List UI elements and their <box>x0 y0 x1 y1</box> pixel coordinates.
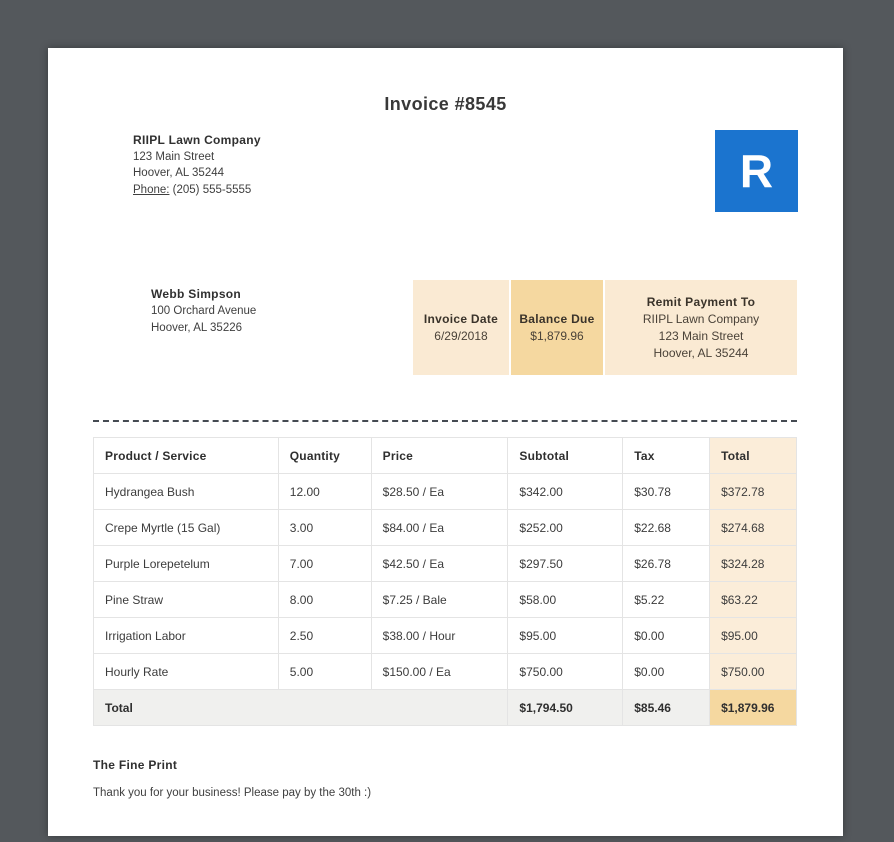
cell-quantity: 5.00 <box>278 654 371 690</box>
remit-name: RIIPL Lawn Company <box>642 311 760 326</box>
remit-label: Remit Payment To <box>646 294 756 309</box>
phone-label: Phone: <box>133 183 170 196</box>
total-tax-value: $85.46 <box>623 690 710 726</box>
cell-quantity: 7.00 <box>278 546 371 582</box>
invoice-summary <box>413 280 797 375</box>
company-info <box>133 132 261 198</box>
cell-tax: $0.00 <box>623 618 710 654</box>
company-logo <box>715 130 798 212</box>
cell-quantity: 8.00 <box>278 582 371 618</box>
cell-quantity: 3.00 <box>278 510 371 546</box>
cell-total: $750.00 <box>710 654 797 690</box>
cell-quantity: 2.50 <box>278 618 371 654</box>
total-row-label: Total <box>94 690 508 726</box>
balance-due-box <box>511 280 603 375</box>
cell-tax: $0.00 <box>623 654 710 690</box>
invoice-page <box>48 48 843 836</box>
cell-product: Hourly Rate <box>94 654 279 690</box>
balance-due-value: $1,879.96 <box>530 328 584 343</box>
fine-print-heading: The Fine Print <box>93 758 178 772</box>
cell-price: $38.00 / Hour <box>371 618 508 654</box>
cell-product: Irrigation Labor <box>94 618 279 654</box>
remit-address1: 123 Main Street <box>658 328 744 343</box>
cell-price: $150.00 / Ea <box>371 654 508 690</box>
cell-total: $372.78 <box>710 474 797 510</box>
cell-product: Hydrangea Bush <box>94 474 279 510</box>
dashed-divider <box>93 420 797 422</box>
remit-payment-box <box>605 280 797 375</box>
table-row <box>94 582 797 618</box>
invoice-date-label: Invoice Date <box>423 311 499 326</box>
table-row <box>94 474 797 510</box>
cell-price: $42.50 / Ea <box>371 546 508 582</box>
header-total: Total <box>710 438 797 474</box>
table-row <box>94 510 797 546</box>
table-header-row <box>94 438 797 474</box>
customer-name: Webb Simpson <box>151 287 242 301</box>
cell-price: $84.00 / Ea <box>371 510 508 546</box>
cell-total: $95.00 <box>710 618 797 654</box>
customer-address-line2: Hoover, AL 35226 <box>151 322 243 334</box>
cell-product: Pine Straw <box>94 582 279 618</box>
header-quantity: Quantity <box>278 438 371 474</box>
fine-print-note: Thank you for your business! Please pay by the 30th :) <box>93 787 372 799</box>
company-name: RIIPL Lawn Company <box>133 133 261 147</box>
line-items-table <box>93 437 797 726</box>
cell-tax: $5.22 <box>623 582 710 618</box>
header-price: Price <box>371 438 508 474</box>
phone-number: (205) 555-5555 <box>172 183 252 196</box>
cell-subtotal: $252.00 <box>508 510 623 546</box>
invoice-date-box <box>413 280 509 375</box>
total-subtotal-value: $1,794.50 <box>508 690 623 726</box>
table-row <box>94 654 797 690</box>
page-title: Invoice #8545 <box>384 94 507 114</box>
cell-tax: $30.78 <box>623 474 710 510</box>
remit-address2: Hoover, AL 35244 <box>653 345 749 360</box>
cell-subtotal: $750.00 <box>508 654 623 690</box>
cell-total: $63.22 <box>710 582 797 618</box>
cell-subtotal: $297.50 <box>508 546 623 582</box>
header-subtotal: Subtotal <box>508 438 623 474</box>
cell-quantity: 12.00 <box>278 474 371 510</box>
logo-letter-r: R <box>739 145 774 197</box>
grand-total-value: $1,879.96 <box>710 690 797 726</box>
cell-tax: $26.78 <box>623 546 710 582</box>
company-address-line2: Hoover, AL 35244 <box>133 167 225 179</box>
table-row <box>94 546 797 582</box>
table-row <box>94 618 797 654</box>
company-phone-line <box>133 182 261 199</box>
cell-total: $274.68 <box>710 510 797 546</box>
company-address-line1: 123 Main Street <box>133 150 215 163</box>
cell-subtotal: $95.00 <box>508 618 623 654</box>
cell-tax: $22.68 <box>623 510 710 546</box>
customer-info <box>151 286 256 337</box>
cell-product: Purple Lorepetelum <box>94 546 279 582</box>
cell-total: $324.28 <box>710 546 797 582</box>
cell-product: Crepe Myrtle (15 Gal) <box>94 510 279 546</box>
cell-subtotal: $342.00 <box>508 474 623 510</box>
invoice-date-value: 6/29/2018 <box>434 328 488 343</box>
header-product-service: Product / Service <box>94 438 279 474</box>
cell-price: $7.25 / Bale <box>371 582 508 618</box>
customer-address-line1: 100 Orchard Avenue <box>151 305 257 317</box>
cell-subtotal: $58.00 <box>508 582 623 618</box>
table-total-row <box>94 690 797 726</box>
header-tax: Tax <box>623 438 710 474</box>
balance-due-label: Balance Due <box>519 311 595 326</box>
cell-price: $28.50 / Ea <box>371 474 508 510</box>
